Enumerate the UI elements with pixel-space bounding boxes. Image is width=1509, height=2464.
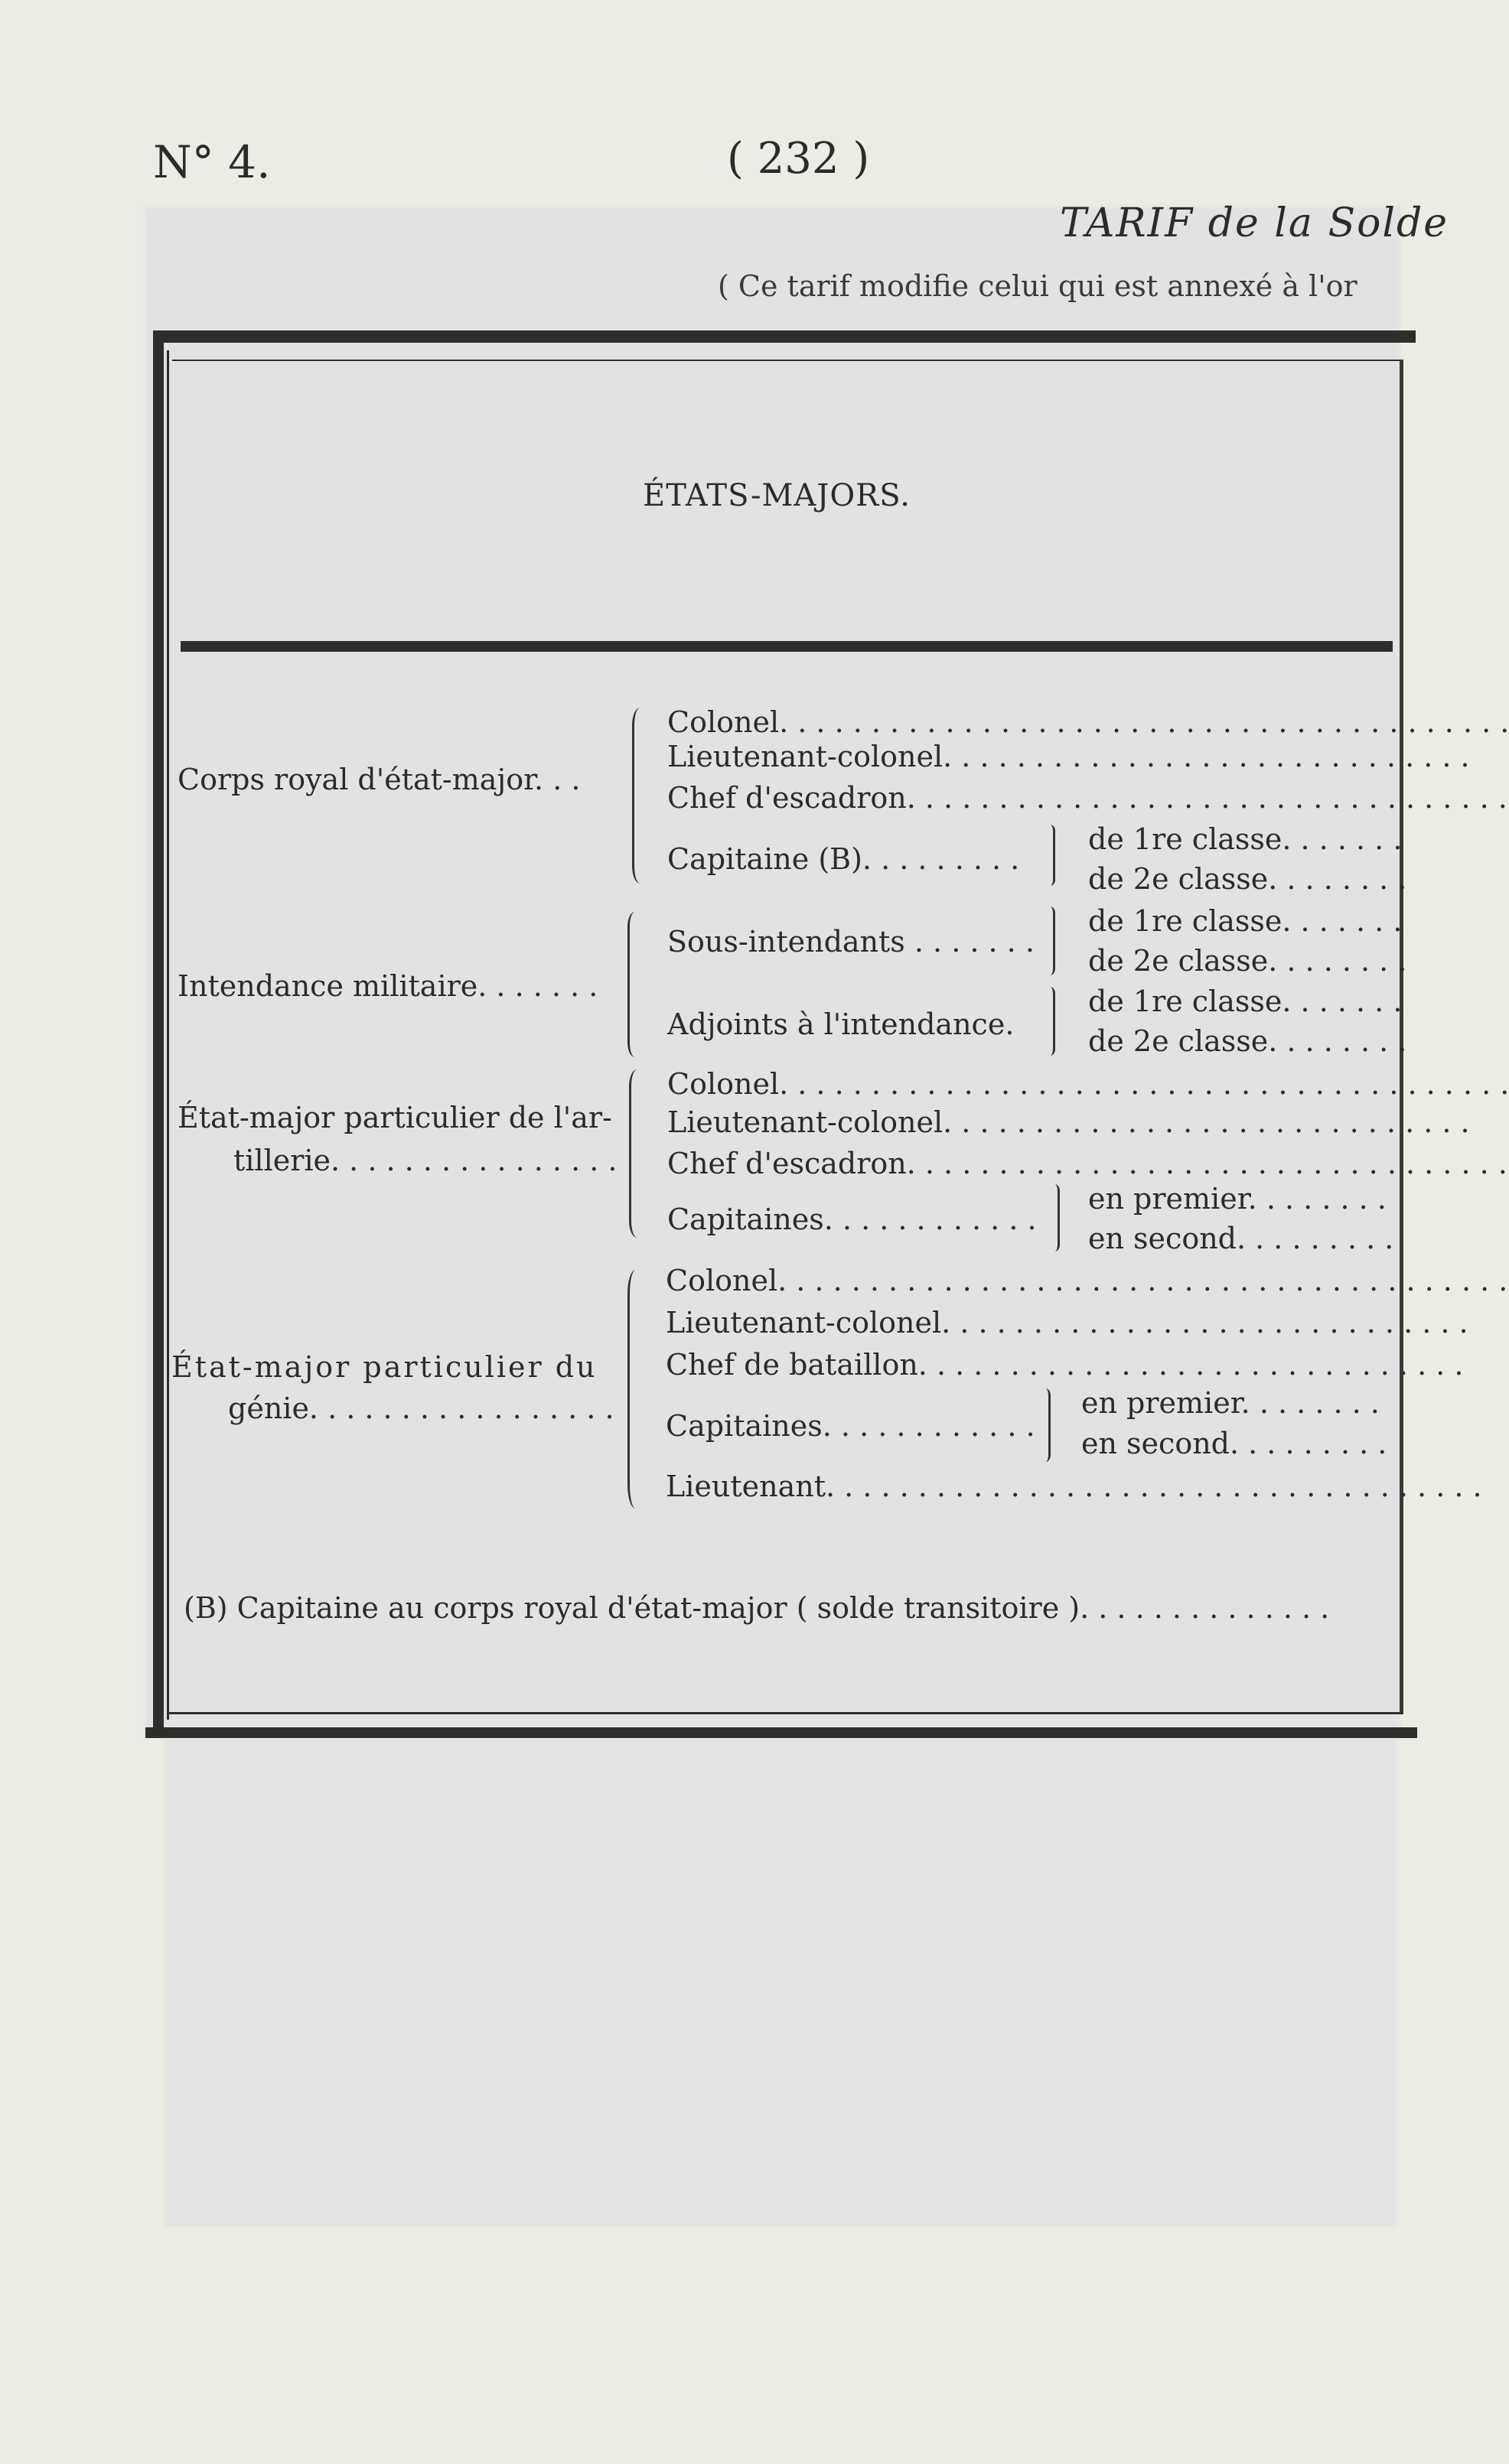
table-top-rule bbox=[153, 330, 1416, 343]
table-header: ÉTATS-MAJORS. bbox=[643, 478, 911, 513]
brace bbox=[1045, 825, 1055, 886]
header-divider-rule bbox=[181, 641, 1393, 652]
genie-en-premier: en premier. . . . . . . . bbox=[1081, 1386, 1380, 1420]
sous-intendants: Sous-intendants . . . . . . . bbox=[667, 925, 1035, 959]
sous-intendants-2e: de 2e classe. . . . . . . . bbox=[1088, 944, 1407, 978]
artillerie-label-2: tillerie. . . . . . . . . . . . . . . . bbox=[233, 1144, 618, 1177]
table-left-rule bbox=[153, 337, 164, 1737]
brace bbox=[627, 1270, 644, 1509]
brace bbox=[1050, 1184, 1060, 1252]
genie-chef-bataillon: Chef de bataillon. . . . . . . . . . . . . . . . . . . . . . . . . . . . . . bbox=[666, 1348, 1464, 1382]
table-left-inner-rule bbox=[167, 350, 169, 1720]
tarif-note: ( Ce tarif modifie celui qui est annexé à l'or bbox=[718, 269, 1357, 303]
page-number: N° 4. bbox=[153, 136, 271, 188]
art-en-premier: en premier. . . . . . . . bbox=[1088, 1182, 1387, 1216]
genie-colonel: Colonel. . . . . . . . . . . . . . . . . . . . . . . . . . . . . . . . . . . . . . . . bbox=[666, 1264, 1508, 1297]
genie-label-2: génie. . . . . . . . . . . . . . . . . bbox=[228, 1391, 614, 1425]
art-colonel: Colonel. . . . . . . . . . . . . . . . . . . . . . . . . . . . . . . . . . . . . . . . bbox=[667, 1067, 1509, 1101]
art-en-second: en second. . . . . . . . . bbox=[1088, 1222, 1394, 1255]
genie-lieutenant-colonel: Lieutenant-colonel. . . . . . . . . . . . . . . . . . . . . . . . . . . . . bbox=[666, 1306, 1468, 1339]
corps-label: Corps royal d'état-major. . . bbox=[178, 763, 581, 796]
show-through-shadow-lower bbox=[165, 1737, 1397, 2226]
adjoints-1re: de 1re classe. . . . . . . bbox=[1088, 985, 1403, 1018]
tarif-title: TARIF de la Solde bbox=[1060, 200, 1449, 246]
art-capitaines: Capitaines. . . . . . . . . . . . bbox=[667, 1203, 1037, 1236]
intendance-label: Intendance militaire. . . . . . . bbox=[178, 969, 598, 1003]
table-inner-top-rule bbox=[172, 360, 1401, 361]
brace bbox=[1045, 987, 1055, 1056]
table-bottom-rule bbox=[145, 1727, 1417, 1738]
footnote-capitaine: (B) Capitaine au corps royal d'état-major ( solde transitoire ). . . . . . . . . . . . . . bbox=[184, 1591, 1330, 1625]
brace bbox=[1045, 907, 1055, 975]
brace bbox=[1041, 1388, 1051, 1462]
genie-capitaines: Capitaines. . . . . . . . . . . . bbox=[666, 1409, 1035, 1443]
sous-intendants-1re: de 1re classe. . . . . . . bbox=[1088, 904, 1403, 938]
corps-colonel: Colonel. . . . . . . . . . . . . . . . . . . . . . . . . . . . . . . . . . . . . . . . bbox=[667, 705, 1509, 739]
artillerie-label-1: État-major particulier de l'ar- bbox=[178, 1101, 612, 1134]
corps-capitaine-1re: de 1re classe. . . . . . . bbox=[1088, 822, 1403, 856]
page-folio: ( 232 ) bbox=[727, 134, 870, 184]
art-chef-escadron: Chef d'escadron. . . . . . . . . . . . . . . . . . . . . . . . . . . . . . . . . bbox=[667, 1147, 1507, 1180]
brace bbox=[627, 912, 642, 1057]
corps-capitaine-2e: de 2e classe. . . . . . . . bbox=[1088, 862, 1407, 896]
genie-en-second: en second. . . . . . . . . bbox=[1081, 1427, 1387, 1460]
genie-lieutenant: Lieutenant. . . . . . . . . . . . . . . . . . . . . . . . . . . . . . . . . . . . bbox=[666, 1470, 1482, 1503]
brace bbox=[632, 708, 648, 884]
adjoints-intendance: Adjoints à l'intendance. bbox=[667, 1007, 1015, 1041]
corps-capitaine: Capitaine (B). . . . . . . . . bbox=[667, 842, 1020, 876]
table-inner-bottom-rule bbox=[167, 1712, 1403, 1714]
brace bbox=[629, 1069, 645, 1238]
adjoints-2e: de 2e classe. . . . . . . . bbox=[1088, 1024, 1407, 1058]
corps-chef-escadron: Chef d'escadron. . . . . . . . . . . . . . . . . . . . . . . . . . . . . . . . . bbox=[667, 781, 1507, 815]
corps-lieutenant-colonel: Lieutenant-colonel. . . . . . . . . . . . . . . . . . . . . . . . . . . . . bbox=[667, 740, 1470, 773]
art-lieutenant-colonel: Lieutenant-colonel. . . . . . . . . . . . . . . . . . . . . . . . . . . . . bbox=[667, 1105, 1470, 1139]
genie-label-1: État-major particulier du bbox=[171, 1350, 598, 1384]
